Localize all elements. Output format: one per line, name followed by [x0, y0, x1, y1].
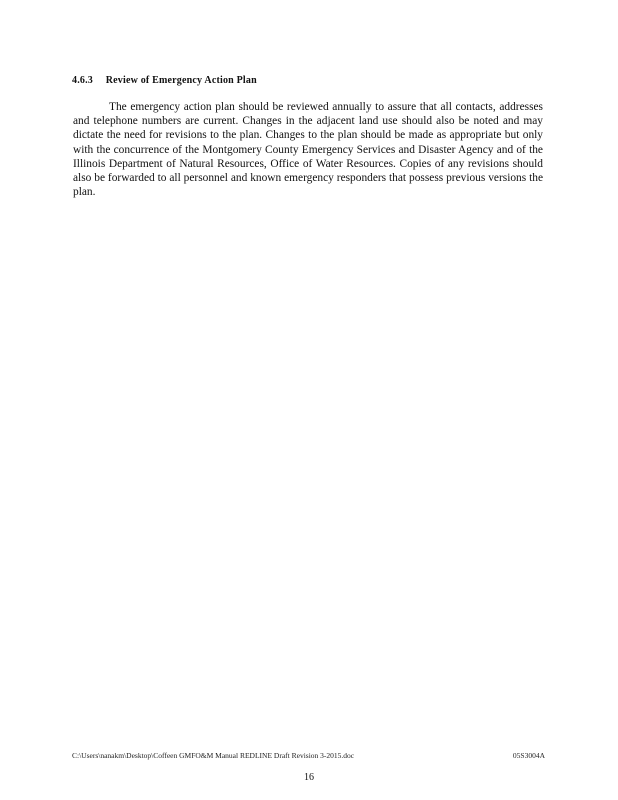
section-number: 4.6.3	[72, 75, 93, 86]
body-paragraph: The emergency action plan should be reviewed annually to assure that all contacts, addresses and telephone numbers are current. Changes in the adjacent land use should also be noted and may dictate the need for revisions to the plan. Changes to the plan should be made as appropriate but only with the concurrence of the Montgomery County Emergency Services and Disaster Agency and of the Illinois Department of Natural Resources, Office of Water Resources. Copies of any revisions should also be forwarded to all personnel and known emergency responders that possess previous versions the plan.	[73, 101, 543, 199]
footer-file-path: C:\Users\nanakm\Desktop\Coffeen GMFO&M Manual REDLINE Draft Revision 3-2015.doc	[72, 751, 355, 760]
section-heading	[72, 75, 257, 86]
section-title: Review of Emergency Action Plan	[105, 75, 257, 86]
footer-doc-code: 05S3004A	[512, 751, 545, 760]
page-number: 16	[304, 772, 314, 783]
